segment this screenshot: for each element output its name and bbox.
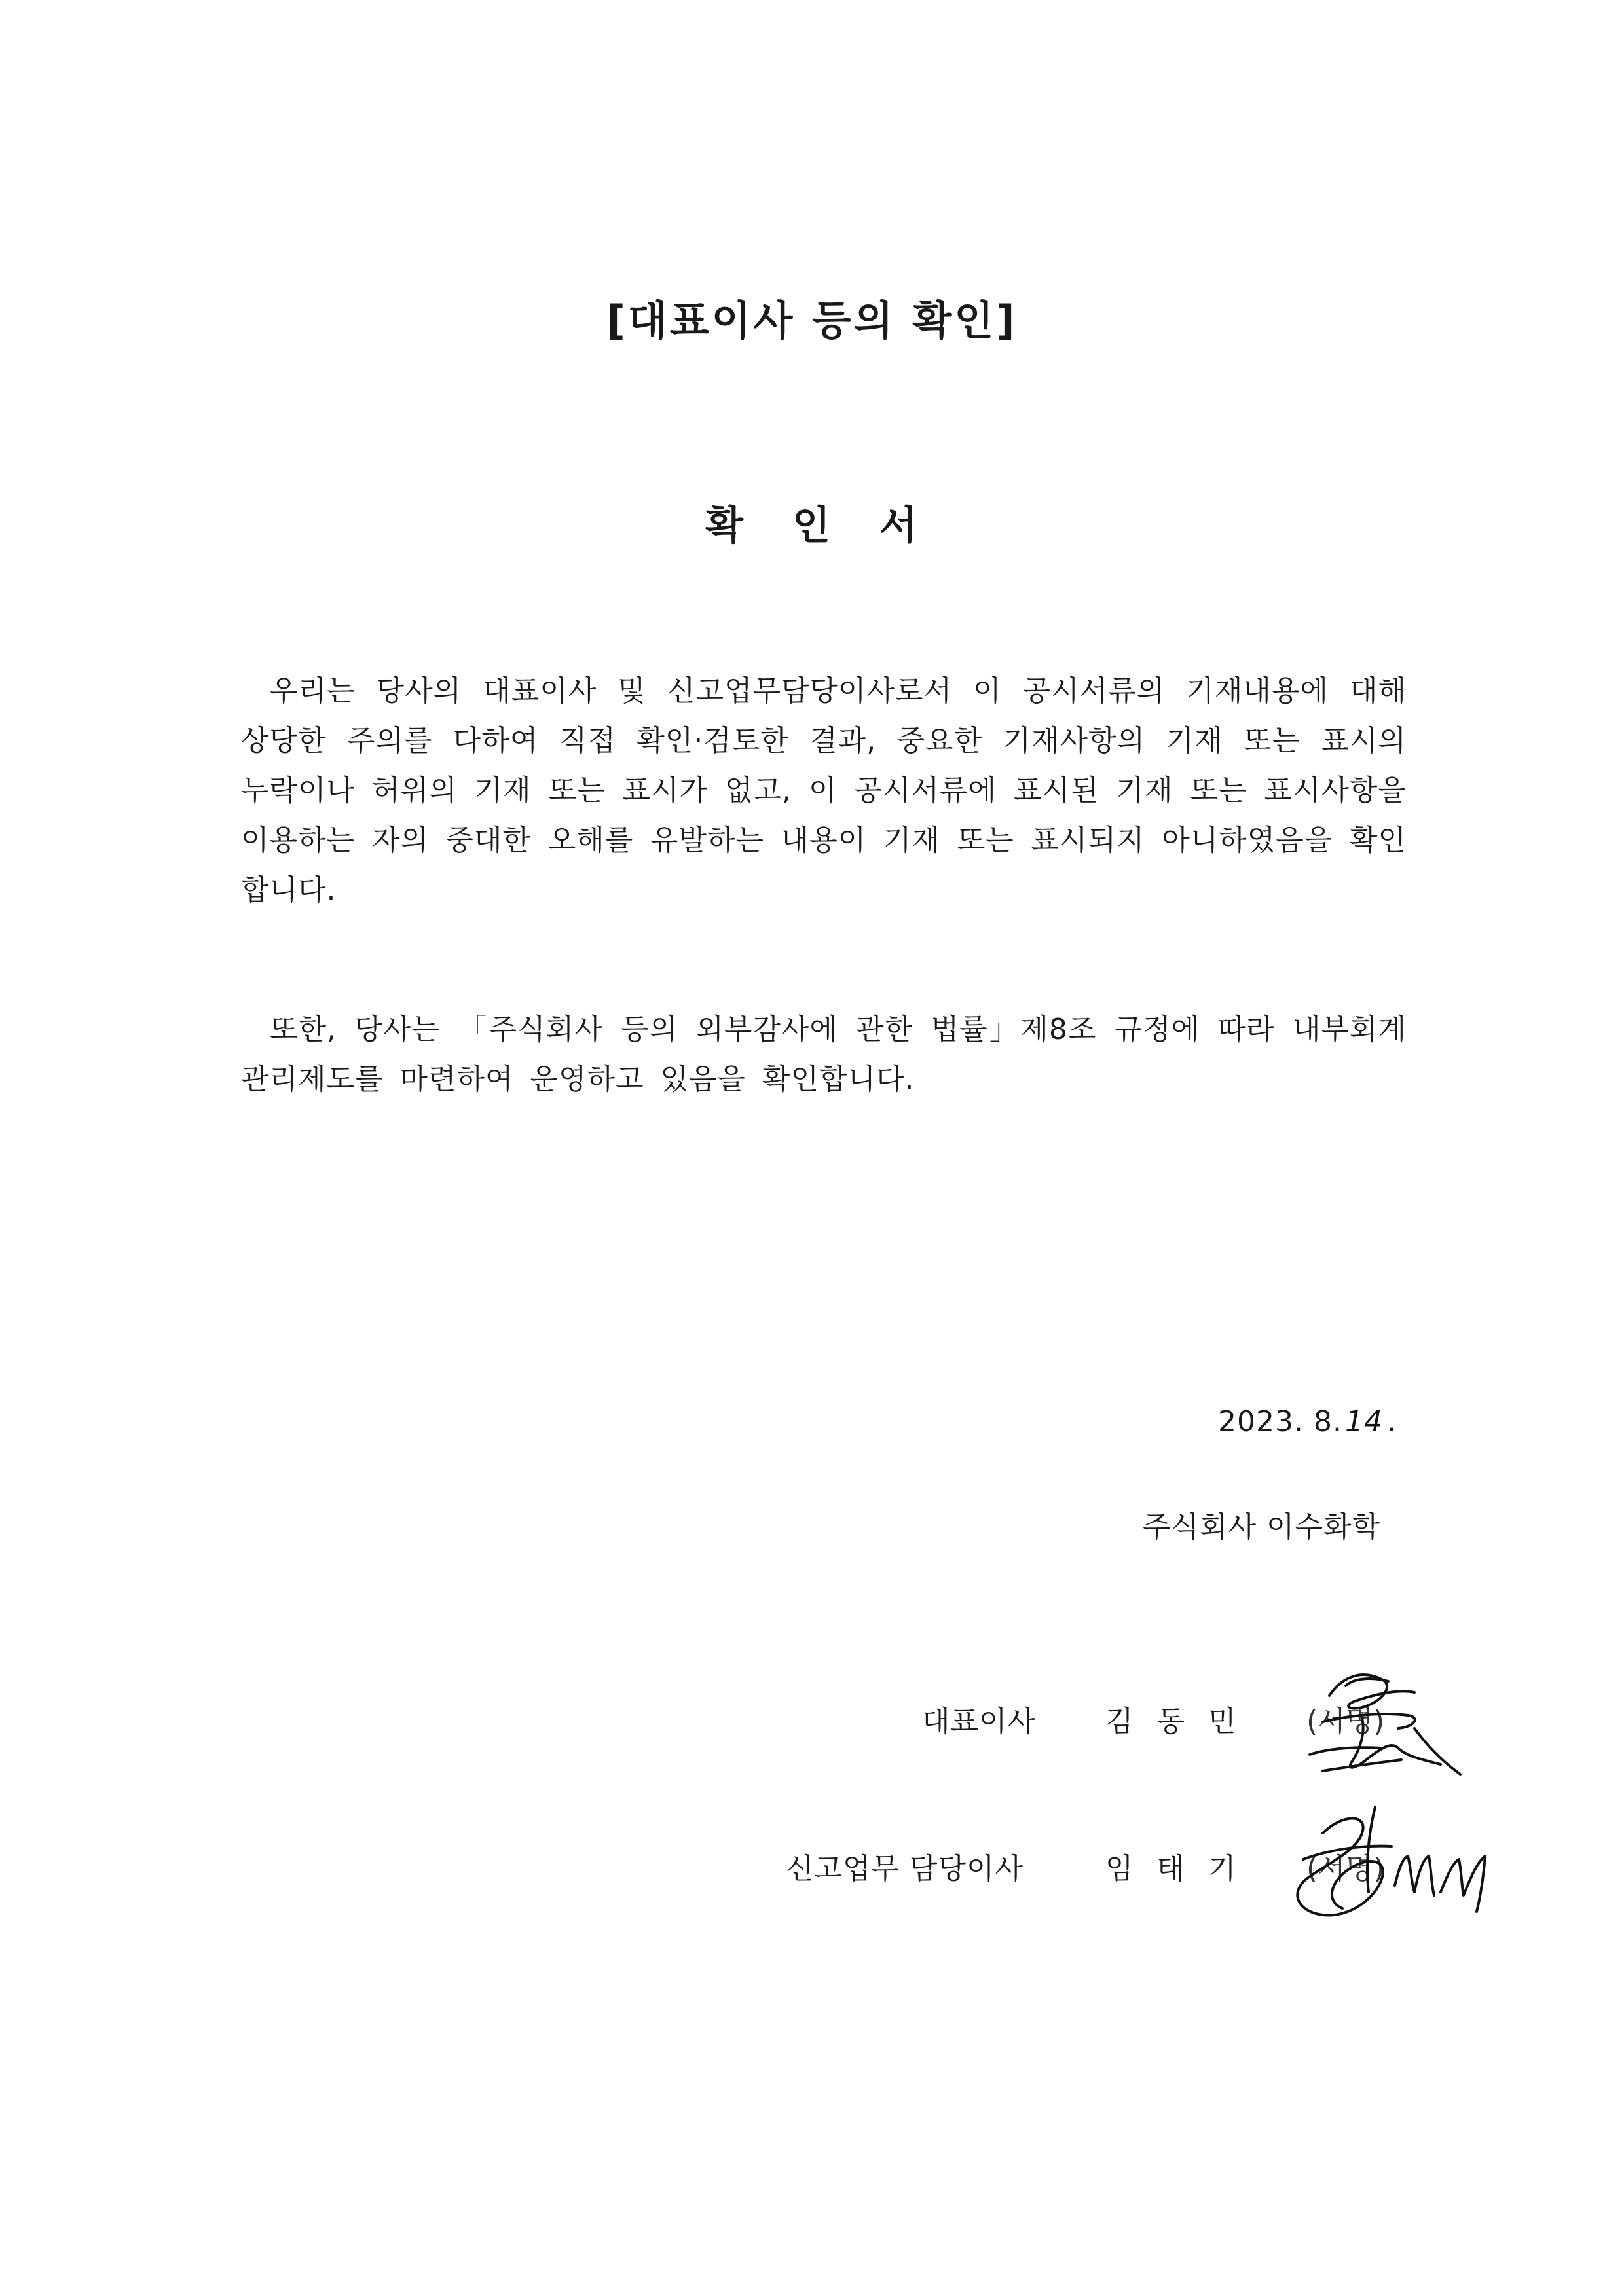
ceo-sign-mark: (서명): [1306, 1705, 1385, 1738]
document-title: 확 인 서: [705, 503, 919, 549]
reporting-director-sign-mark: (서명): [1306, 1852, 1385, 1886]
handwritten-day: 14: [1344, 1405, 1383, 1438]
date-prefix: 2023. 8.: [1218, 1405, 1342, 1438]
ceo-role-label: 대표이사: [922, 1705, 1037, 1738]
document-date: [1218, 1405, 1397, 1438]
internal-control-paragraph: 또한, 당사는 「주식회사 등의 외부감사에 관한 법률」제8조 규정에 따라 내부회계관리제도를 마련하여 운영하고 있음을 확인합니다.: [241, 1013, 1407, 1096]
company-name: 주식회사 이수화학: [1143, 1510, 1381, 1544]
reporting-director-handwritten-signature: [1277, 1794, 1500, 1944]
reporting-director-role-label: 신고업무 담당이사: [786, 1852, 1024, 1886]
reporting-director-name: 임 태 기: [1105, 1852, 1236, 1886]
ceo-name: 김 동 민: [1105, 1705, 1236, 1738]
ceo-handwritten-signature: [1283, 1650, 1480, 1800]
date-suffix: .: [1386, 1405, 1397, 1438]
section-title: [대표이사 등의 확인]: [606, 297, 1018, 344]
confirmation-paragraph: 우리는 당사의 대표이사 및 신고업무담당이사로서 이 공시서류의 기재내용에 대해 상당한 주의를 다하여 직접 확인·검토한 결과, 중요한 기재사항의 기재 또는 표시의 누락이나 허위의 기재 또는 표시가 없고, 이 공시서류에 표시된 기재 또는 표시사항을 이용하는 자의 중대한 오해를 유발하는 내용이 기재 또는 표시되지 아니하였음을 확인합니다.: [241, 674, 1407, 907]
